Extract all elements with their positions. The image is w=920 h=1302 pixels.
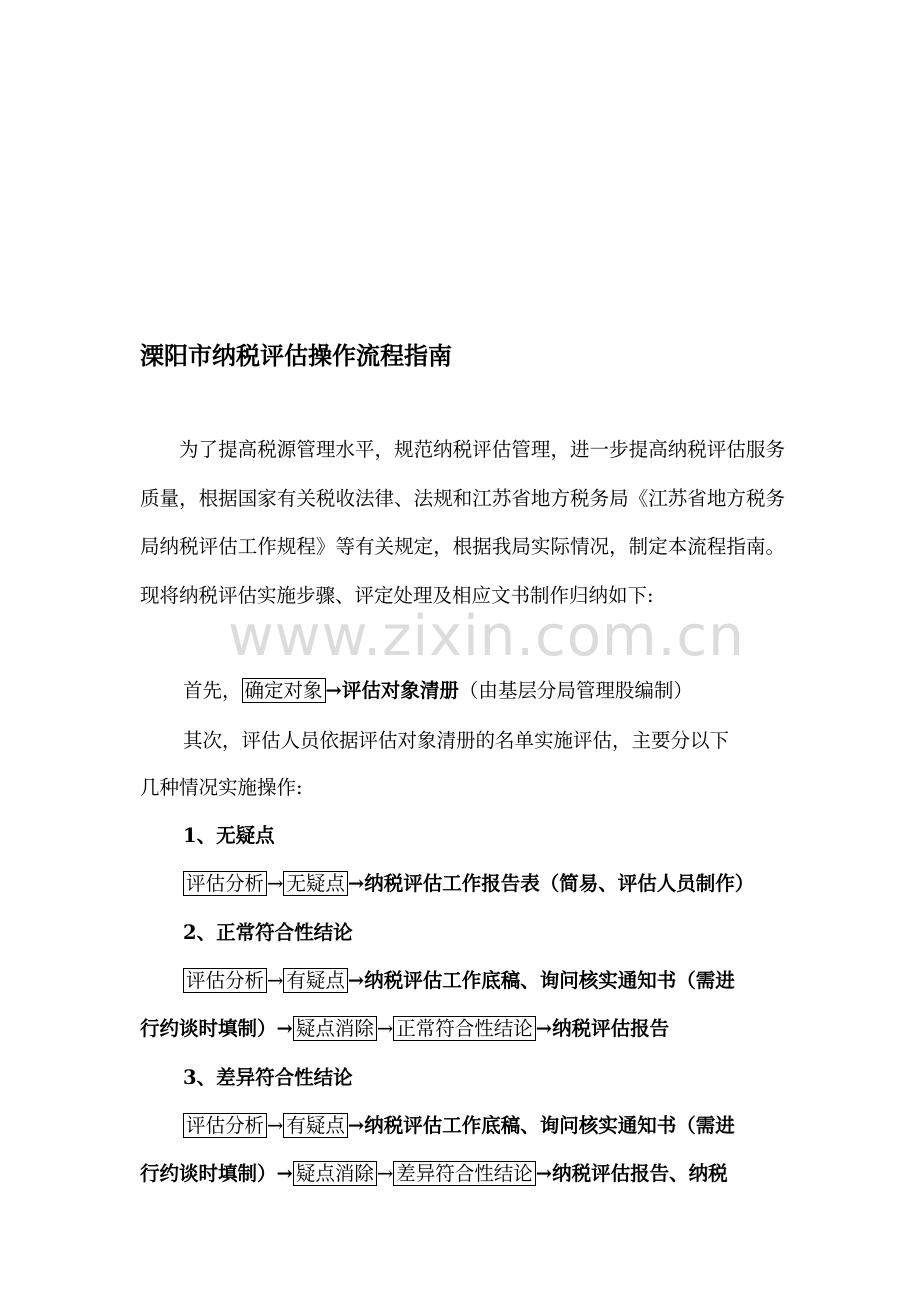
case2-heading: 2、正常符合性结论 bbox=[183, 921, 353, 944]
arrow: → bbox=[535, 1162, 553, 1185]
case3-result-1: 纳税评估工作底稿、询问核实通知书（需进 bbox=[364, 1114, 735, 1137]
case1-flow bbox=[183, 870, 833, 898]
box-no-doubt: 无疑点 bbox=[283, 871, 348, 896]
case2-result-1: 纳税评估工作底稿、询问核实通知书（需进 bbox=[364, 969, 735, 992]
arrow: → bbox=[276, 1017, 293, 1040]
document-title: 溧阳市纳税评估操作流程指南 bbox=[140, 341, 452, 370]
arrow: → bbox=[376, 1017, 394, 1040]
second-line-2: 几种情况实施操作: bbox=[140, 776, 303, 799]
arrow: → bbox=[347, 872, 365, 895]
box-doubt-cleared: 疑点消除 bbox=[293, 1161, 377, 1186]
case3-flow-2 bbox=[140, 1160, 790, 1188]
case2-flow-2 bbox=[140, 1015, 790, 1043]
arrow: → bbox=[267, 872, 284, 895]
intro-paragraph: 为了提高税源管理水平，规范纳税评估管理，进一步提高纳税评估服务质量，根据国家有关税收法律、法规和江苏省地方税务局《江苏省地方税务局纳税评估工作规程》等有关规定，根据我局实际情况，制定本流程指南。现将纳税评估实施步骤、评定处理及相应文书制作归纳如下: bbox=[140, 438, 785, 607]
case2-result-1b: 行约谈时填制） bbox=[140, 1017, 277, 1040]
case3-heading: 3、差异符合性结论 bbox=[183, 1066, 353, 1089]
box-assessment-analysis: 评估分析 bbox=[183, 968, 267, 993]
first-result: 评估对象清册 bbox=[341, 679, 459, 702]
arrow: → bbox=[276, 1162, 293, 1185]
first-lead: 首先， bbox=[183, 679, 242, 702]
box-determine-target: 确定对象 bbox=[242, 678, 326, 703]
case2-result-2: 纳税评估报告 bbox=[552, 1017, 670, 1040]
first-step-line bbox=[183, 677, 833, 705]
box-has-doubt: 有疑点 bbox=[283, 1113, 348, 1138]
arrow: → bbox=[376, 1162, 394, 1185]
arrow: → bbox=[347, 969, 365, 992]
second-line-1: 其次，评估人员依据评估对象清册的名单实施评估，主要分以下 bbox=[183, 729, 730, 752]
box-difference-conclusion: 差异符合性结论 bbox=[393, 1161, 536, 1186]
arrow: → bbox=[347, 1114, 365, 1137]
arrow: → bbox=[535, 1017, 553, 1040]
arrow: → bbox=[325, 679, 342, 702]
case2-flow-1 bbox=[183, 967, 833, 995]
box-assessment-analysis: 评估分析 bbox=[183, 1113, 267, 1138]
arrow: → bbox=[267, 969, 284, 992]
case3-result-1b: 行约谈时填制） bbox=[140, 1162, 277, 1185]
case3-result-2: 纳税评估报告、纳税 bbox=[552, 1162, 728, 1185]
arrow: → bbox=[267, 1114, 284, 1137]
case1-heading: 1、无疑点 bbox=[183, 824, 275, 847]
case3-flow-1 bbox=[183, 1112, 833, 1140]
box-normal-conclusion: 正常符合性结论 bbox=[393, 1016, 536, 1041]
box-has-doubt: 有疑点 bbox=[283, 968, 348, 993]
watermark: www.zixin.com.cn bbox=[228, 604, 745, 669]
case1-result: 纳税评估工作报告表（简易、评估人员制作） bbox=[364, 872, 755, 895]
box-assessment-analysis: 评估分析 bbox=[183, 871, 267, 896]
box-doubt-cleared: 疑点消除 bbox=[293, 1016, 377, 1041]
first-note: （由基层分局管理股编制） bbox=[458, 679, 693, 702]
